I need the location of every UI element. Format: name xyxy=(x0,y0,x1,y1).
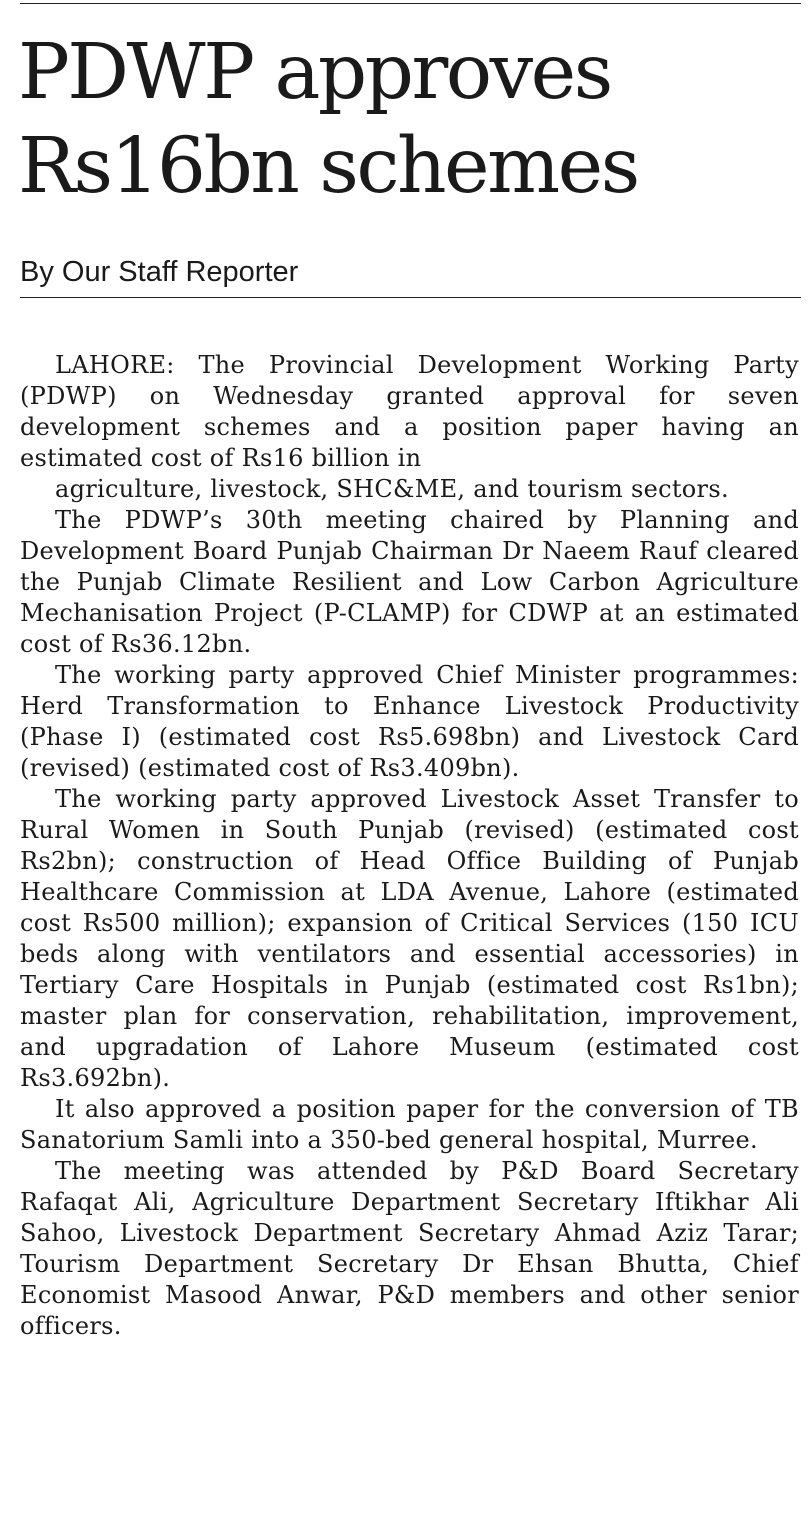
top-rule xyxy=(20,3,801,4)
byline: By Our Staff Reporter xyxy=(20,256,299,288)
headline: PDWP approves Rs16bn schemes xyxy=(18,28,638,211)
paragraph: The PDWP’s 30th meeting chaired by Planning and Development Board Punjab Chairman Dr Naeem Rauf cleared the Punjab Climate Resilient and Low Carbon Agriculture Mechanisation Project (P-CLAMP) for CDWP at an estimated cost of Rs36.12bn. xyxy=(20,506,799,658)
paragraph: It also approved a position paper for the conversion of TB Sanatorium Samli into a 350-bed general hospital, Murree. xyxy=(20,1095,799,1154)
byline-rule xyxy=(20,297,801,298)
paragraph: agriculture, livestock, SHC&ME, and tourism sectors. xyxy=(55,475,729,503)
paragraph: The working party approved Livestock Asset Transfer to Rural Women in South Punjab (revised) (estimated cost Rs2bn); construction of Head Office Building of Punjab Healthcare Commission at LDA Avenue, Lahore (estimated cost Rs500 million); expansion of Critical Services (150 ICU beds along with ventilators and essential accessories) in Tertiary Care Hospitals in Punjab (estimated cost Rs1bn); master plan for conservation, rehabilitation, improvement, and upgradation of Lahore Museum (estimated cost Rs3.692bn). xyxy=(20,785,799,1092)
article-body xyxy=(20,350,799,1342)
paragraph: LAHORE: The Provincial Development Working Party (PDWP) on Wednesday granted approval for seven development schemes and a position paper having an estimated cost of Rs16 billion in xyxy=(20,351,799,472)
paragraph: The working party approved Chief Minister programmes: Herd Transformation to Enhance Livestock Productivity (Phase I) (estimated cost Rs5.698bn) and Livestock Card (revised) (estimated cost of Rs3.409bn). xyxy=(20,661,799,782)
paragraph: The meeting was attended by P&D Board Secretary Rafaqat Ali, Agriculture Department Secretary Iftikhar Ali Sahoo, Livestock Department Secretary Ahmad Aziz Tarar; Tourism Department Secretary Dr Ehsan Bhutta, Chief Economist Masood Anwar, P&D members and other senior officers. xyxy=(20,1157,799,1340)
